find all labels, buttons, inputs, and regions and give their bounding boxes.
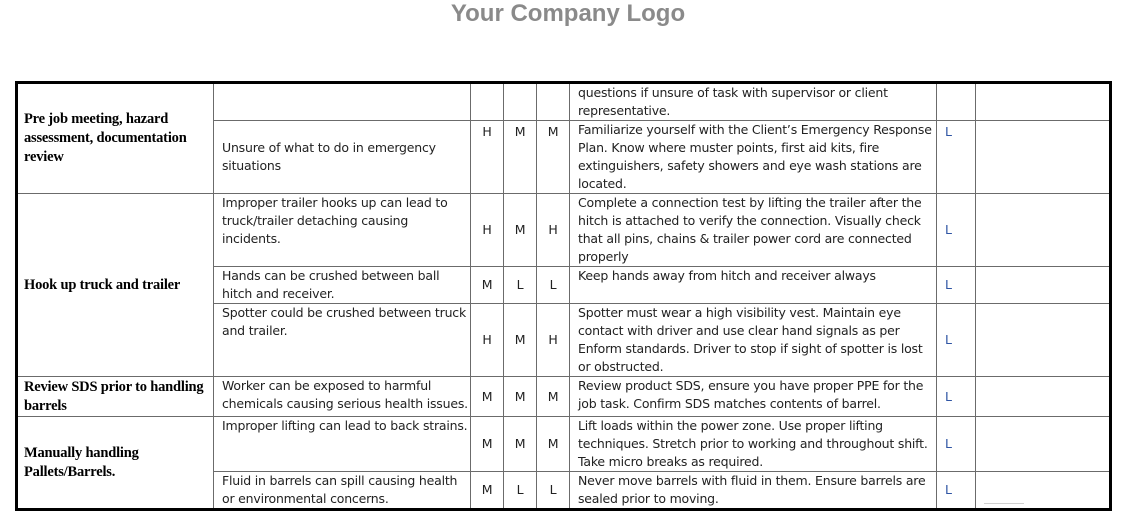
severity-cell: M (471, 267, 504, 304)
company-logo-text: Your Company Logo (450, 0, 686, 27)
table-row (17, 377, 1111, 417)
job-step-cell: Hook up truck and trailer (17, 194, 214, 377)
severity-cell (471, 83, 504, 121)
hazard-cell: Hands can be crushed between ball hitch and receiver. (214, 267, 471, 304)
residual-risk-cell: L (937, 267, 976, 304)
hazard-cell (214, 83, 471, 121)
table-row (17, 83, 1111, 121)
control-cell: Lift loads within the power zone. Use proper lifting techniques. Stretch prior to working and throughout shift. Take micro breaks as required. (570, 417, 937, 472)
severity-cell: M (471, 472, 504, 510)
notes-cell (976, 121, 1111, 194)
probability-cell: L (504, 472, 537, 510)
residual-risk-cell: L (937, 121, 976, 194)
risk-cell: H (537, 194, 570, 267)
control-cell: questions if unsure of task with supervisor or client representative. (570, 83, 937, 121)
control-cell: Never move barrels with fluid in them. Ensure barrels are sealed prior to moving. (570, 472, 937, 510)
job-step-cell: Review SDS prior to handling barrels (17, 377, 214, 417)
severity-cell: H (471, 121, 504, 194)
control-cell: Complete a connection test by lifting the trailer after the hitch is attached to verify the connection. Visually check that all pins, chains & trailer power cord are connected properly (570, 194, 937, 267)
job-step-cell: Pre job meeting, hazard assessment, documentation review (17, 83, 214, 194)
risk-cell: M (537, 417, 570, 472)
control-cell: Keep hands away from hitch and receiver always (570, 267, 937, 304)
risk-cell (537, 83, 570, 121)
probability-cell: L (504, 267, 537, 304)
severity-cell: H (471, 194, 504, 267)
probability-cell (504, 83, 537, 121)
risk-cell: M (537, 121, 570, 194)
control-cell: Familiarize yourself with the Client’s Emergency Response Plan. Know where muster points, first aid kits, fire extinguishers, safety showers and eye wash stations are located. (570, 121, 937, 194)
hazard-assessment-table (15, 81, 1112, 511)
residual-risk-cell: L (937, 304, 976, 377)
divider (984, 503, 1024, 504)
table-row (17, 417, 1111, 472)
risk-cell: L (537, 472, 570, 510)
risk-cell: H (537, 304, 570, 377)
risk-cell: M (537, 377, 570, 417)
hazard-cell: Unsure of what to do in emergency situations (214, 121, 471, 194)
hazard-cell: Fluid in barrels can spill causing health or environmental concerns. (214, 472, 471, 510)
notes-cell (976, 83, 1111, 121)
probability-cell: M (504, 417, 537, 472)
residual-risk-cell: L (937, 417, 976, 472)
hazard-cell: Spotter could be crushed between truck and trailer. (214, 304, 471, 377)
notes-cell (976, 304, 1111, 377)
severity-cell: H (471, 304, 504, 377)
probability-cell: M (504, 121, 537, 194)
job-step-cell: Manually handling Pallets/Barrels. (17, 417, 214, 510)
control-cell: Spotter must wear a high visibility vest. Maintain eye contact with driver and use clear hand signals as per Enform standards. Driver to stop if sight of spotter is lost or obstructed. (570, 304, 937, 377)
severity-cell: M (471, 417, 504, 472)
severity-cell: M (471, 377, 504, 417)
notes-cell (976, 267, 1111, 304)
residual-risk-cell (937, 83, 976, 121)
notes-cell (976, 377, 1111, 417)
hazard-cell: Improper lifting can lead to back strains. (214, 417, 471, 472)
hazard-cell: Improper trailer hooks up can lead to truck/trailer detaching causing incidents. (214, 194, 471, 267)
hazard-cell: Worker can be exposed to harmful chemicals causing serious health issues. (214, 377, 471, 417)
residual-risk-cell: L (937, 194, 976, 267)
probability-cell: M (504, 194, 537, 267)
control-cell: Review product SDS, ensure you have proper PPE for the job task. Confirm SDS matches contents of barrel. (570, 377, 937, 417)
notes-cell (976, 194, 1111, 267)
probability-cell: M (504, 304, 537, 377)
residual-risk-cell: L (937, 472, 976, 510)
risk-cell: L (537, 267, 570, 304)
probability-cell: M (504, 377, 537, 417)
residual-risk-cell: L (937, 377, 976, 417)
table-row (17, 194, 1111, 267)
notes-cell (976, 417, 1111, 472)
